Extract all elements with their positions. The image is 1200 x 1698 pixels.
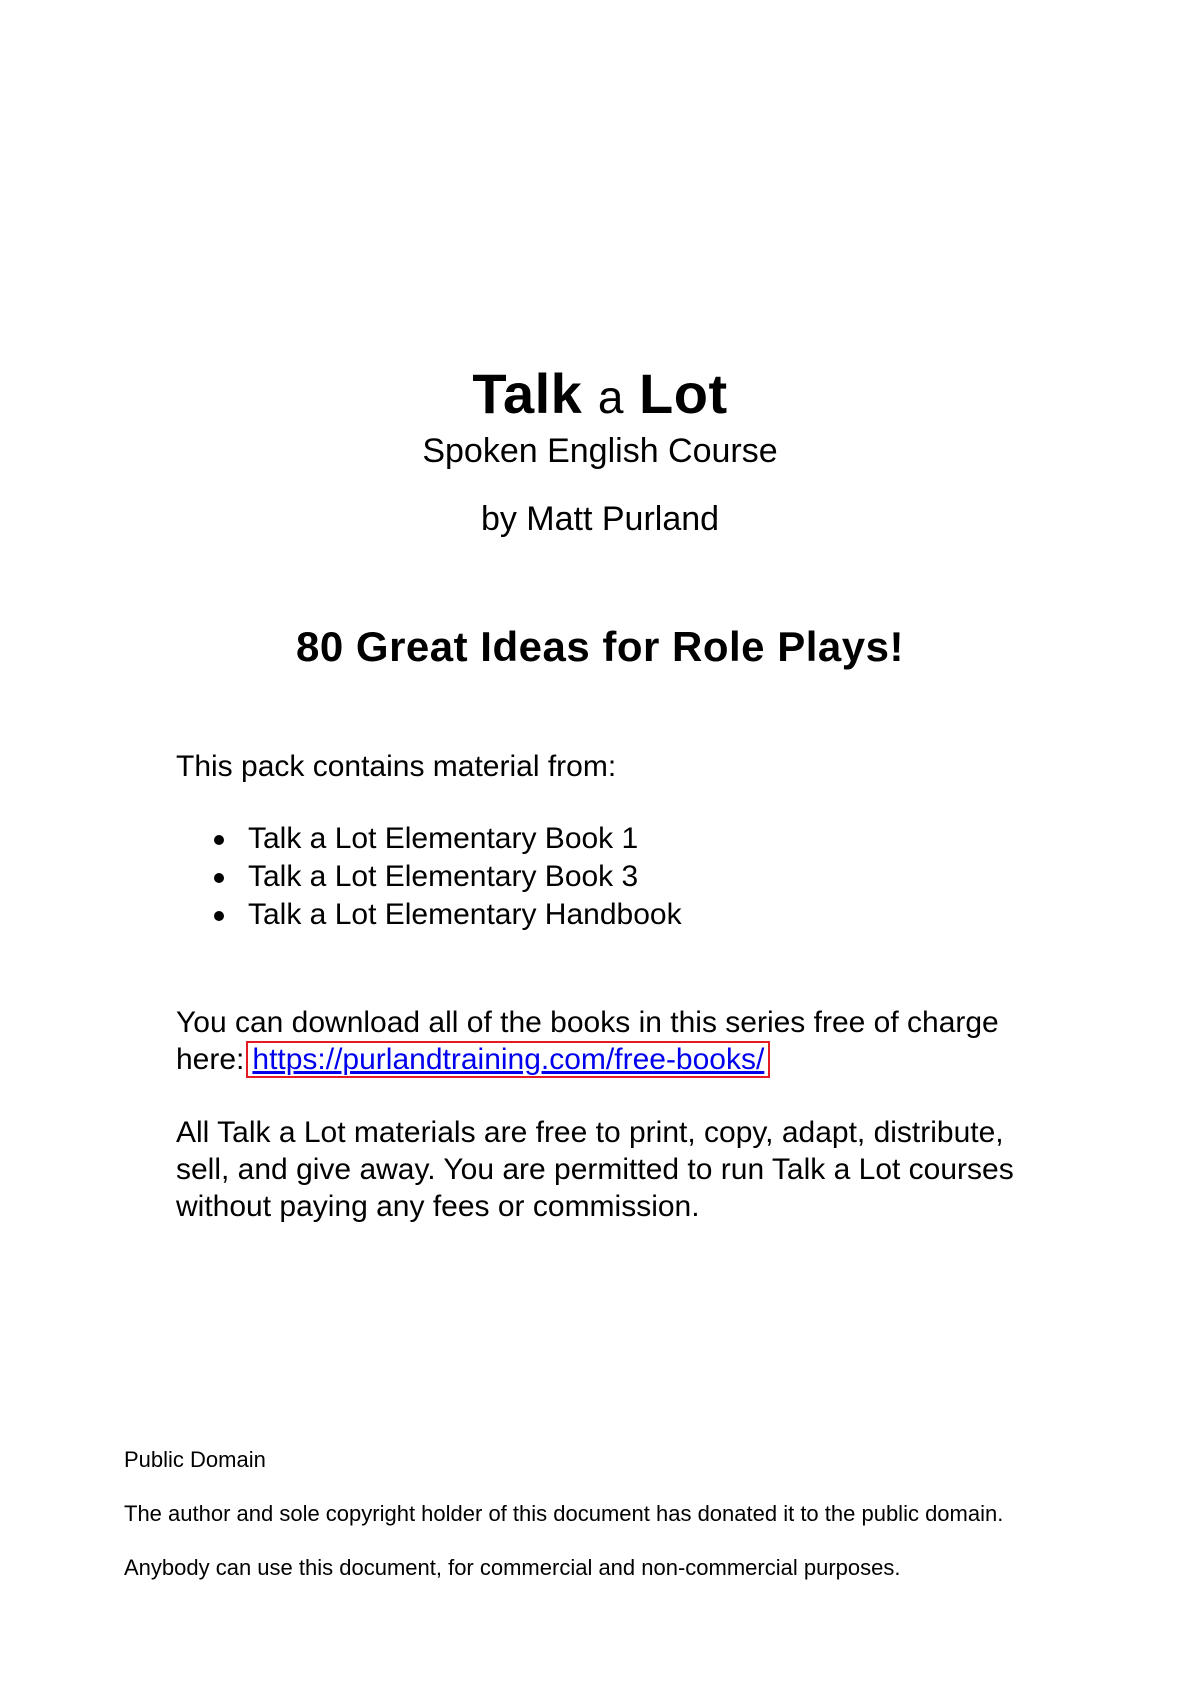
title-word-talk: Talk — [472, 362, 583, 425]
list-item — [212, 820, 682, 858]
cover-title — [0, 362, 1200, 429]
bullet-icon — [214, 911, 224, 921]
footer-line-1: The author and sole copyright holder of this document has donated it to the public domain. — [124, 1501, 1004, 1526]
cover-author: by Matt Purland — [480, 500, 720, 538]
free-books-link[interactable]: https://purlandtraining.com/free-books/ — [246, 1041, 770, 1078]
title-word-lot: Lot — [639, 362, 728, 425]
bullet-icon — [214, 835, 224, 845]
book-title: Talk a Lot Elementary Book 3 — [248, 860, 639, 893]
list-item — [212, 896, 682, 934]
footer-line-2: Anybody can use this document, for commercial and non-commercial purposes. — [124, 1555, 901, 1580]
book-title: Talk a Lot Elementary Handbook — [248, 898, 682, 931]
book-title: Talk a Lot Elementary Book 1 — [248, 822, 639, 855]
download-text: You can download all of the books in this series free of charge here: — [176, 1006, 999, 1076]
contents-intro: This pack contains material from: — [176, 750, 617, 783]
list-item — [212, 858, 682, 896]
license-paragraph: All Talk a Lot materials are free to print, copy, adapt, distribute, sell, and give away. You are permitted to run Talk a Lot courses without paying any fees or commission. — [176, 1116, 1014, 1223]
cover-subtitle: Spoken English Course — [422, 432, 778, 470]
cover-headline: 80 Great Ideas for Role Plays! — [296, 623, 904, 670]
title-word-a: a — [597, 371, 624, 423]
book-list — [212, 820, 682, 934]
footer-heading: Public Domain — [124, 1447, 266, 1472]
bullet-icon — [214, 873, 224, 883]
download-paragraph — [176, 1004, 1056, 1078]
